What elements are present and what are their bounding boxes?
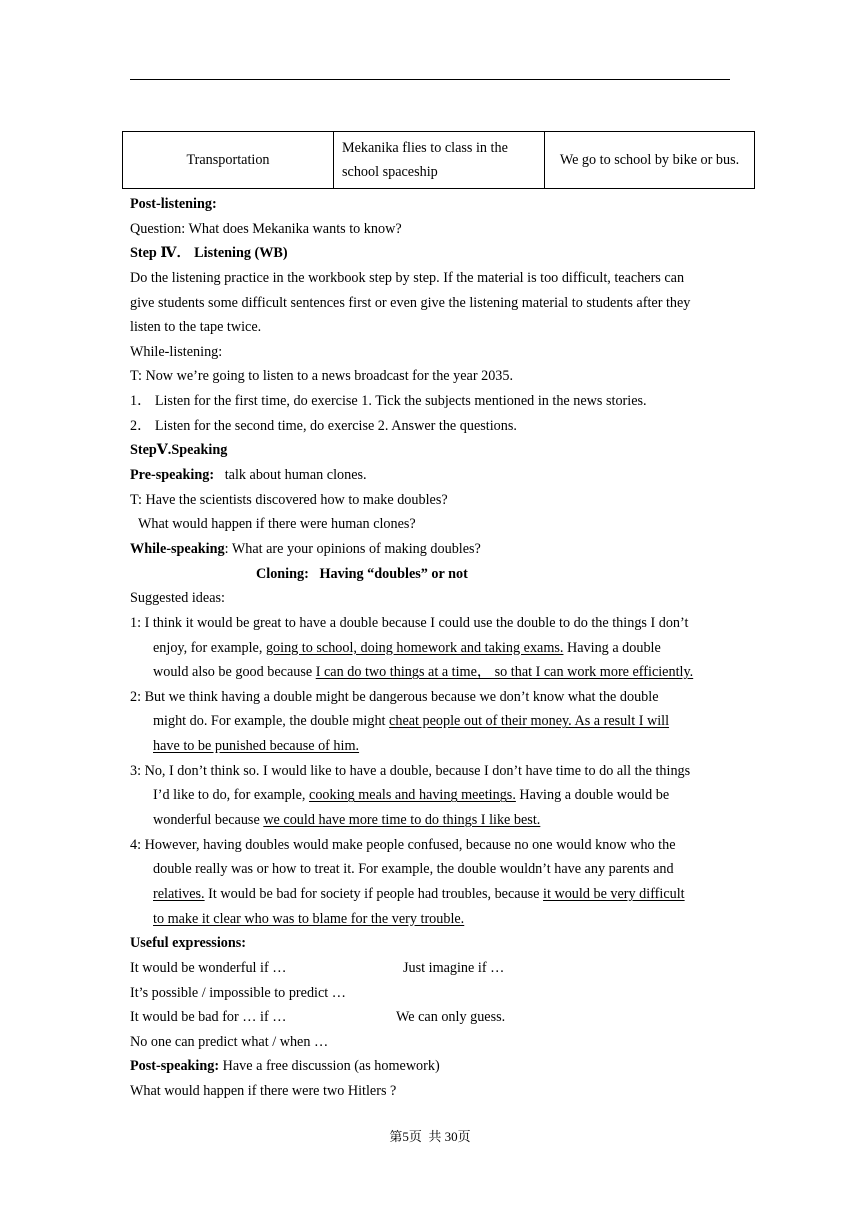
post-speaking-question: What would happen if there were two Hitlers ? bbox=[130, 1083, 397, 1100]
step4-heading: Step Ⅳ． Listening (WB) bbox=[130, 245, 288, 262]
page-footer: 第5页 共 30页 bbox=[389, 1129, 471, 1144]
idea-2-line-1: 2: But we think having a double might be dangerous because we don’t know what the double bbox=[130, 688, 659, 705]
text-span: would also be good because bbox=[153, 664, 316, 681]
text-span: enjoy, for example, bbox=[153, 639, 266, 656]
text-span: wonderful because bbox=[153, 812, 264, 829]
teacher-question-2: What would happen if there were human clones? bbox=[138, 516, 416, 533]
text-span: Having a double would be bbox=[515, 787, 670, 804]
idea-3-line-2 bbox=[130, 783, 740, 808]
pre-speaking-label: Pre-speaking: bbox=[130, 467, 215, 484]
useful-expressions-heading: Useful expressions: bbox=[130, 935, 247, 952]
step5-heading: StepⅤ.Speaking bbox=[130, 442, 228, 459]
underlined-text: cheat people out of their money. As a result I will bbox=[389, 713, 670, 730]
header-rule bbox=[130, 79, 730, 80]
expression: Just imagine if … bbox=[403, 959, 505, 976]
teacher-question-1: T: Have the scientists discovered how to make doubles? bbox=[130, 491, 448, 508]
document-body bbox=[130, 192, 740, 1104]
listening-item-2: 2． Listen for the second time, do exercise 2. Answer the questions. bbox=[130, 417, 517, 434]
underlined-text: we could have more time to do things I like best. bbox=[263, 812, 541, 829]
idea-1-line-1: 1: I think it would be great to have a double because I could use the double to do the things I don’t bbox=[130, 614, 689, 631]
useful-row-1 bbox=[130, 956, 740, 981]
underlined-text: have to be punished because of him. bbox=[153, 738, 360, 755]
expression: It would be bad for … if … bbox=[130, 1009, 287, 1026]
idea-4-line-4 bbox=[130, 907, 740, 932]
pre-speaking-line bbox=[130, 463, 740, 488]
idea-4-line-1: 4: However, having doubles would make people confused, because no one would know who the bbox=[130, 836, 676, 853]
idea-4-line-3 bbox=[130, 882, 740, 907]
post-speaking-label: Post-speaking: bbox=[130, 1058, 220, 1075]
post-listening-question: Question: What does Mekanika wants to know? bbox=[130, 220, 402, 237]
text-span: Having a double bbox=[563, 639, 661, 656]
table-cell-mekanika: Mekanika flies to class in the school spaceship bbox=[334, 132, 545, 189]
pre-speaking-text: talk about human clones. bbox=[214, 467, 367, 484]
expression: It would be wonderful if … bbox=[130, 959, 287, 976]
while-speaking-text: : What are your opinions of making doubles? bbox=[224, 540, 481, 557]
idea-3-line-3 bbox=[130, 808, 740, 833]
idea-4-line-2: double really was or how to treat it. For example, the double wouldn’t have any parents and bbox=[153, 861, 674, 878]
useful-row-2: It’s possible / impossible to predict … bbox=[130, 984, 346, 1001]
underlined-text: cooking meals and having meetings. bbox=[309, 787, 516, 804]
underlined-text: to make it clear who was to blame for the very trouble. bbox=[153, 910, 465, 927]
listening-item-1: 1． Listen for the first time, do exercise 1. Tick the subjects mentioned in the news stories. bbox=[130, 393, 647, 410]
table-row bbox=[123, 132, 755, 189]
expression: We can only guess. bbox=[396, 1009, 506, 1026]
text-span: I’d like to do, for example, bbox=[153, 787, 310, 804]
post-speaking-text: Have a free discussion (as homework) bbox=[219, 1058, 440, 1075]
underlined-text: it would be very difficult bbox=[543, 885, 685, 902]
step4-para-line: Do the listening practice in the workbook step by step. If the material is too difficult, teachers can bbox=[130, 269, 685, 286]
step4-para-line: give students some difficult sentences first or even give the listening material to students after they bbox=[130, 294, 691, 311]
idea-1-line-2 bbox=[130, 636, 740, 661]
underlined-text: relatives. bbox=[153, 885, 205, 902]
text-span: It would be bad for society if people had troubles, because bbox=[204, 885, 544, 902]
idea-2-line-2 bbox=[130, 709, 740, 734]
while-listening-label: While-listening: bbox=[130, 343, 223, 360]
post-speaking-line bbox=[130, 1054, 740, 1079]
useful-row-4: No one can predict what / when … bbox=[130, 1033, 329, 1050]
suggested-ideas-label: Suggested ideas: bbox=[130, 590, 225, 607]
while-speaking-label: While-speaking bbox=[130, 540, 225, 557]
step4-para-line: listen to the tape twice. bbox=[130, 319, 262, 336]
post-listening-heading: Post-listening: bbox=[130, 196, 217, 212]
table-cell-topic: Transportation bbox=[123, 132, 334, 189]
teacher-line: T: Now we’re going to listen to a news broadcast for the year 2035. bbox=[130, 368, 514, 385]
while-speaking-line bbox=[130, 537, 740, 562]
underlined-text: going to school, doing homework and taking exams. bbox=[265, 639, 564, 656]
text-span: might do. For example, the double might bbox=[153, 713, 390, 730]
cloning-topic-title: Cloning: Having “doubles” or not bbox=[256, 565, 468, 582]
idea-3-line-1: 3: No, I don’t think so. I would like to have a double, because I don’t have time to do all the things bbox=[130, 762, 691, 779]
useful-row-3 bbox=[130, 1005, 740, 1030]
idea-2-line-3 bbox=[130, 734, 740, 759]
underlined-text: I can do two things at a time， so that I can work more efficiently. bbox=[315, 664, 694, 681]
table-cell-us: We go to school by bike or bus. bbox=[545, 132, 755, 189]
comparison-table bbox=[122, 131, 755, 189]
idea-1-line-3 bbox=[130, 660, 740, 685]
